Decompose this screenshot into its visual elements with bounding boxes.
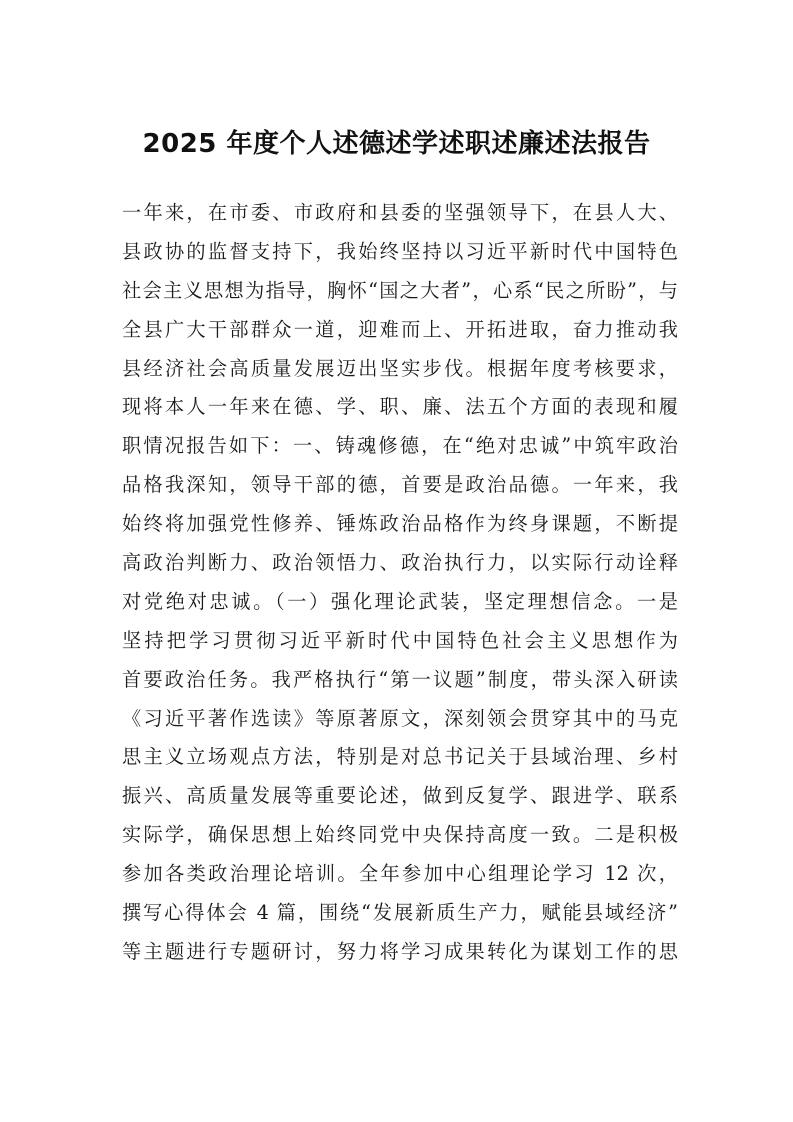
body-line: 职情况报告如下：一、铸魂修德，在“绝对忠诚”中筑牢政治 bbox=[122, 434, 678, 458]
body-line: 对党绝对忠诚。（一）强化理论武装，坚定理想信念。一是 bbox=[122, 589, 678, 613]
body-line: 始终将加强党性修养、锤炼政治品格作为终身课题，不断提 bbox=[122, 512, 678, 536]
body-line: 一年来，在市委、市政府和县委的坚强领导下，在县人大、 bbox=[122, 201, 678, 224]
body-line: 实际学，确保思想上始终同党中央保持高度一致。二是积极 bbox=[122, 823, 678, 847]
body-line: 县政协的监督支持下，我始终坚持以习近平新时代中国特色 bbox=[122, 239, 678, 263]
document-title: 2025 年度个人述德述学述职述廉述法报告 bbox=[142, 129, 651, 159]
body-line: 社会主义思想为指导，胸怀“国之大者”，心系“民之所盼”，与 bbox=[122, 278, 678, 302]
body-line: 思主义立场观点方法，特别是对总书记关于县域治理、乡村 bbox=[122, 745, 678, 769]
body-line: 现将本人一年来在德、学、职、廉、法五个方面的表现和履 bbox=[122, 395, 678, 419]
body-line: 高政治判断力、政治领悟力、政治执行力，以实际行动诠释 bbox=[122, 551, 678, 575]
body-line: 撰写心得体会 4 篇，围绕“发展新质生产力，赋能县域经济” bbox=[122, 901, 678, 925]
body-line: 全县广大干部群众一道，迎难而上、开拓进取，奋力推动我 bbox=[122, 317, 678, 341]
document-body bbox=[122, 194, 678, 972]
body-line: 县经济社会高质量发展迈出坚实步伐。根据年度考核要求， bbox=[122, 356, 678, 380]
body-line: 《习近平著作选读》等原著原文，深刻领会贯穿其中的马克 bbox=[122, 706, 678, 730]
body-line: 振兴、高质量发展等重要论述，做到反复学、跟进学、联系 bbox=[122, 784, 678, 808]
body-line: 首要政治任务。我严格执行“第一议题”制度，带头深入研读 bbox=[122, 667, 678, 691]
body-line: 品格我深知，领导干部的德，首要是政治品德。一年来，我 bbox=[122, 473, 678, 497]
body-line: 等主题进行专题研讨，努力将学习成果转化为谋划工作的思 bbox=[122, 939, 678, 963]
body-line: 参加各类政治理论培训。全年参加中心组理论学习 12 次， bbox=[122, 862, 678, 886]
body-line: 坚持把学习贯彻习近平新时代中国特色社会主义思想作为 bbox=[122, 628, 678, 652]
